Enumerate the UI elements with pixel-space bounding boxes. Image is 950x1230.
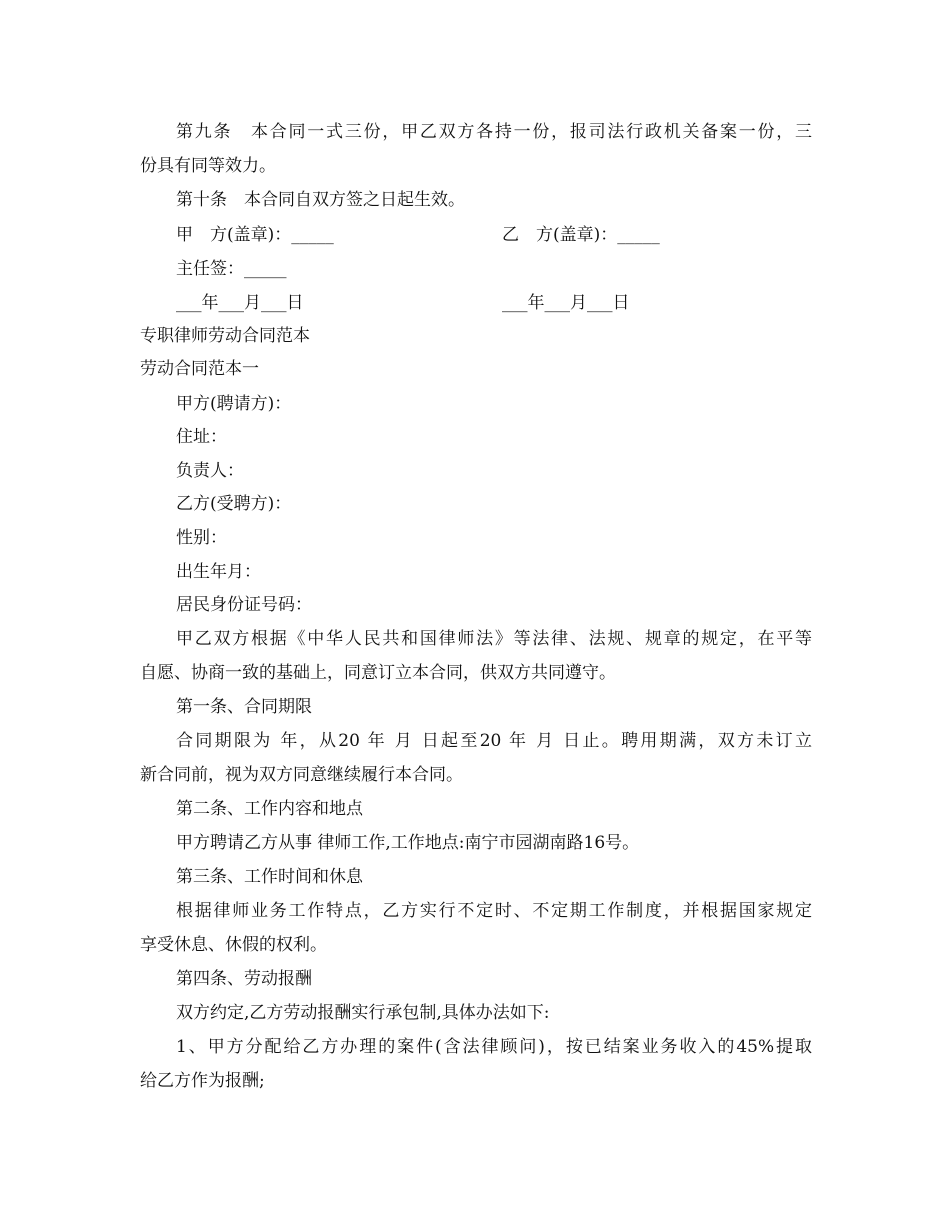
person-in-charge-field: 负责人：: [176, 461, 244, 481]
article-10: 第十条 本合同自双方签之日起生效。: [176, 190, 465, 210]
sample-title: 劳动合同范本一: [140, 359, 259, 379]
id-number-field: 居民身份证号码：: [176, 595, 312, 615]
party-a-seal: 甲 方(盖章)：_____: [176, 225, 334, 245]
employer-field: 甲方(聘请方)：: [176, 394, 292, 414]
preamble-line-1: 甲乙双方根据《中华人民共和国律师法》等法律、法规、规章的规定，在平等: [176, 629, 812, 649]
article-4-intro: 双方约定,乙方劳动报酬实行承包制,具体办法如下:: [176, 1003, 550, 1023]
preamble-line-2: 自愿、协商一致的基础上，同意订立本合同，供双方共同遵守。: [140, 663, 616, 683]
article-1-line-2: 新合同前，视为双方同意继续履行本合同。: [140, 765, 463, 785]
article-4-title: 第四条、劳动报酬: [176, 969, 312, 989]
employee-field: 乙方(受聘方)：: [176, 494, 292, 514]
article-4-item-1-line-2: 给乙方作为报酬;: [140, 1071, 265, 1091]
article-3-title: 第三条、工作时间和休息: [176, 867, 363, 887]
party-b-seal: 乙 方(盖章)：_____: [502, 225, 660, 245]
address-field: 住址：: [176, 427, 227, 447]
article-3-line-1: 根据律师业务工作特点，乙方实行不定时、不定期工作制度，并根据国家规定: [176, 901, 812, 921]
article-4-item-1-line-1: 1、甲方分配给乙方办理的案件(含法律顾问)，按已结案业务收入的45%提取: [176, 1037, 812, 1057]
article-2-text: 甲方聘请乙方从事 律师工作,工作地点:南宁市园湖南路16号。: [176, 833, 640, 853]
article-1-line-1: 合同期限为 年，从20 年 月 日起至20 年 月 日止。聘用期满，双方未订立: [176, 731, 812, 751]
date-left: ___年___月___日: [176, 293, 304, 313]
document-title: 专职律师劳动合同范本: [140, 326, 310, 346]
director-signature: 主任签：_____: [176, 259, 287, 279]
article-9-line-2: 份具有同等效力。: [140, 156, 276, 176]
article-1-title: 第一条、合同期限: [176, 697, 312, 717]
article-3-line-2: 享受休息、休假的权利。: [140, 935, 327, 955]
article-9-line-1: 第九条 本合同一式三份，甲乙双方各持一份，报司法行政机关备案一份，三: [176, 122, 812, 142]
article-2-title: 第二条、工作内容和地点: [176, 799, 363, 819]
date-right: ___年___月___日: [502, 293, 630, 313]
gender-field: 性别：: [176, 528, 227, 548]
birth-date-field: 出生年月：: [176, 562, 261, 582]
